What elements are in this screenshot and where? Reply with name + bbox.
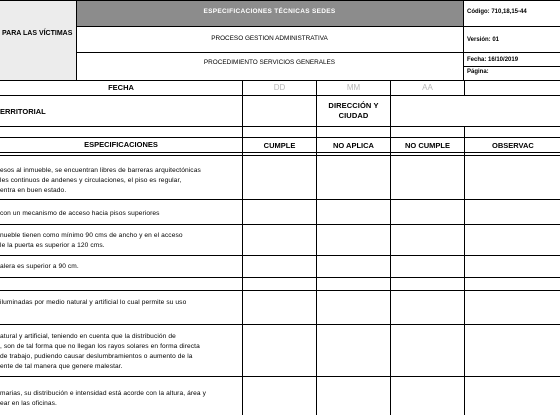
table-row-divider (0, 376, 560, 377)
column-header: ESPECIFICACIONES (84, 140, 158, 149)
procedure-name: PROCEDIMIENTO SERVICIOS GENERALES (203, 59, 336, 66)
org-label: PARA LAS VÍCTIMAS (2, 30, 73, 37)
header-divider (463, 66, 560, 67)
table-row-spec: iluminadas por medio natural y artificial lo cual permite su uso (0, 299, 187, 306)
col-divider (242, 80, 243, 126)
table-row-divider (0, 277, 560, 278)
document-code: Código: 710,18,15-44 (467, 9, 527, 15)
document-date: Fecha: 16/10/2019 (467, 57, 519, 63)
header-divider (463, 0, 464, 80)
territorial-bottom-border (0, 126, 560, 127)
table-row-divider (0, 255, 560, 256)
col-divider (242, 126, 243, 415)
header-top-border (0, 0, 560, 1)
document-title: ESPECIFICACIONES TÉCNICAS SEDES (203, 8, 336, 15)
table-row-spec: nueble tienen como mínimo 90 cms de ancho y en el acceso le la puerta es superior a 120 cms. (0, 232, 183, 249)
document-page: Página: (467, 69, 489, 75)
table-divider (0, 152, 560, 153)
table-row-spec: con un mecanismo de acceso hacia pisos superiores (0, 210, 160, 217)
header-divider (76, 26, 560, 27)
col-divider (390, 80, 391, 126)
org-logo-panel (0, 0, 76, 80)
column-header: NO CUMPLE (405, 141, 450, 150)
col-divider (464, 80, 465, 95)
table-row-spec: atural y artificial, teniendo en cuenta que la distribución de , son de tal forma que no llegan los rayos solares en forma directa de trabajo, pudiendo causar deslumbramientos o aumento de la ente de tal manera que genere malestar. (0, 333, 200, 370)
header-divider (76, 52, 560, 53)
table-row-spec: marias, su distribución e intensidad está acorde con la altura, área y ear en las oficinas. (0, 390, 207, 407)
table-row-divider (0, 199, 560, 200)
table-row-spec: esos al inmueble, se encuentran libres de barreras arquitectónicas les continuos de andenes y circulaciones, el piso es regular, entra en buen estado. (0, 167, 201, 194)
col-divider (316, 80, 317, 126)
column-header: NO APLICA (333, 141, 374, 150)
direccion-label: DIRECCIÓN Y CIUDAD (328, 101, 379, 120)
table-row-spec: alera es superior a 90 cm. (0, 263, 79, 270)
table-row-divider (0, 224, 560, 225)
col-divider (464, 126, 465, 415)
fecha-bottom-border (0, 95, 560, 96)
fecha-year: AA (422, 83, 433, 92)
column-header: CUMPLE (263, 141, 296, 150)
fecha-day: DD (273, 83, 286, 92)
territorial-label: ERRITORIAL (0, 107, 46, 116)
process-name: PROCESO GESTION ADMINISTRATIVA (211, 35, 328, 42)
col-divider (316, 126, 317, 415)
fecha-month: MM (346, 83, 361, 92)
column-header: OBSERVAC (492, 141, 534, 150)
header-divider (76, 0, 77, 80)
table-divider (0, 137, 560, 138)
table-divider (0, 155, 560, 156)
col-divider (390, 126, 391, 415)
table-row-divider (0, 324, 560, 325)
document-version: Versión: 01 (467, 37, 500, 43)
header-bottom-border (0, 80, 560, 81)
fecha-label: FECHA (108, 83, 134, 92)
table-row-divider (0, 290, 560, 291)
